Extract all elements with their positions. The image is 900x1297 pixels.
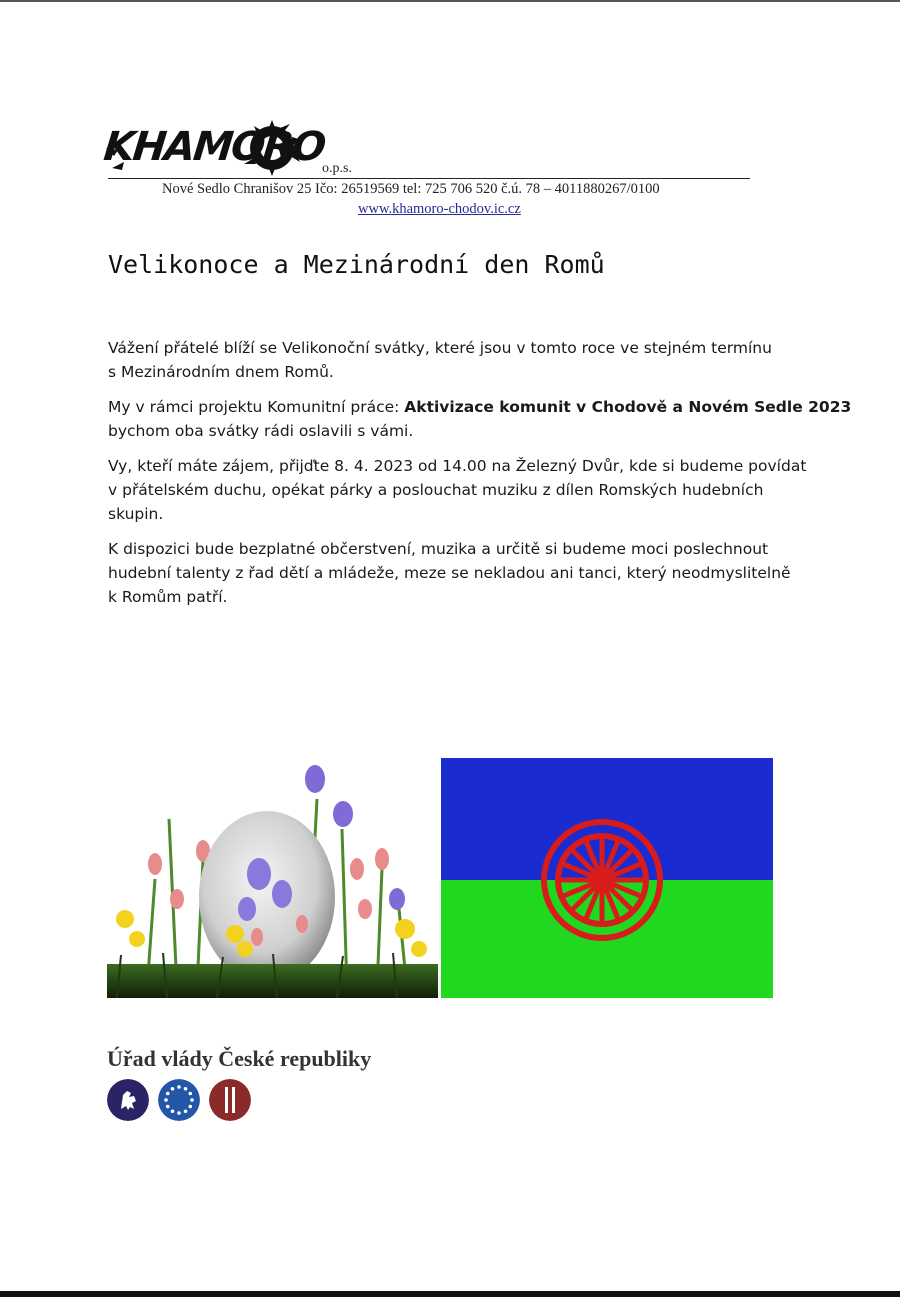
romani-flag-image xyxy=(441,758,773,998)
text-line: s Mezinárodním dnem Romů. xyxy=(108,363,334,381)
eu-star xyxy=(184,1109,188,1113)
eu-star xyxy=(188,1105,192,1109)
top-border xyxy=(0,0,900,2)
eu-star xyxy=(171,1087,175,1091)
project-intro: My v rámci projektu Komunitní práce: xyxy=(108,398,405,416)
eu-star xyxy=(166,1092,170,1096)
text-line: Vy, kteří máte zájem, přijďte 8. 4. 2023 od 14.00 na Železný Dvůr, kde si budeme povídat xyxy=(108,457,807,475)
text-line: bychom oba svátky rádi oslavili s vámi. xyxy=(108,422,414,440)
khamoro-logo xyxy=(101,118,327,178)
text-line xyxy=(108,395,852,419)
text-line: Vážení přátelé blíží se Velikonoční svátky, které jsou v tomto roce ve stejném termínu xyxy=(108,339,772,357)
eu-star xyxy=(171,1109,175,1113)
cross-seal-icon xyxy=(209,1079,251,1121)
text-line: hudební talenty z řad dětí a mládeže, meze se nekladou ani tanci, který neodmyslitelně xyxy=(108,564,791,582)
text-line: skupin. xyxy=(108,505,164,523)
project-name: Aktivizace komunit v Chodově a Novém Sedle 2023 xyxy=(404,398,852,416)
chakra-wheel-icon xyxy=(544,822,660,938)
eu-star xyxy=(177,1085,181,1089)
eu-star xyxy=(166,1105,170,1109)
paragraph-3 xyxy=(108,454,808,526)
invitation-text xyxy=(108,336,852,620)
eu-star xyxy=(188,1092,192,1096)
text-line: v přátelském duchu, opékat párky a poslouchat muziku z dílen Romských hudebních xyxy=(108,481,764,499)
legal-form: o.p.s. xyxy=(322,161,352,176)
text-line: K dispozici bude bezplatné občerstvení, muzika a určitě si budeme moci poslechnout xyxy=(108,540,769,558)
paragraph-2 xyxy=(108,395,852,443)
letterhead-divider xyxy=(108,178,750,179)
easter-egg-flowers-image xyxy=(107,759,438,998)
paragraph-4 xyxy=(108,537,808,609)
eu-star xyxy=(190,1098,194,1102)
eu-star xyxy=(177,1111,181,1115)
eu-star xyxy=(164,1098,168,1102)
paragraph-1 xyxy=(108,336,808,384)
government-office-title: Úřad vlády České republiky xyxy=(107,1046,372,1071)
bottom-border xyxy=(0,1291,900,1297)
logo-text: KHAMORO xyxy=(101,124,327,170)
eu-star xyxy=(184,1087,188,1091)
eu-stars-seal-icon xyxy=(158,1079,200,1121)
website-link[interactable]: www.khamoro-chodov.ic.cz xyxy=(358,201,521,217)
page-title: Velikonoce a Mezinárodní den Romů xyxy=(108,250,605,279)
organization-address: Nové Sedlo Chranišov 25 Ičo: 26519569 tel: 725 706 520 č.ú. 78 – 4011880267/0100 xyxy=(162,181,660,197)
czech-lion-seal-icon xyxy=(107,1079,149,1121)
text-line: k Romům patří. xyxy=(108,588,228,606)
